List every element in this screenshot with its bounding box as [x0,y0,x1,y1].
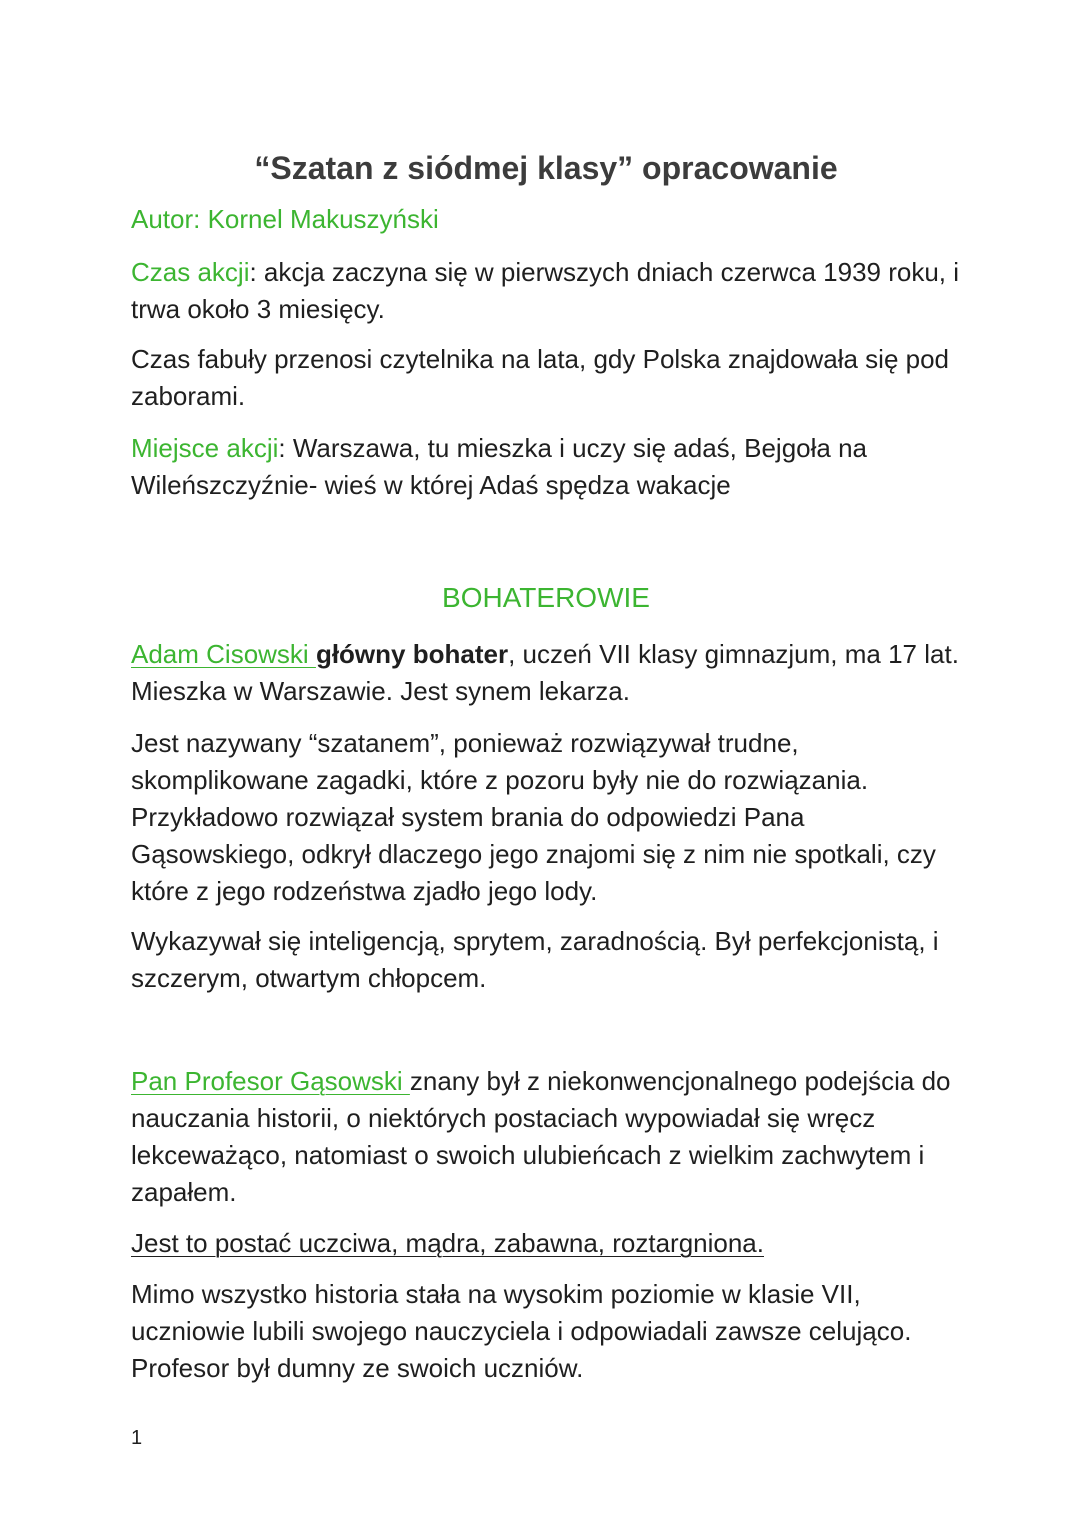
gasowski-traits-line [131,1225,961,1262]
adam-name: Adam Cisowski [131,639,316,669]
characters-heading: BOHATEROWIE [442,582,650,613]
time-text: : akcja zaczyna się w pierwszych dniach czerwca 1939 roku, i trwa około 3 miesięcy. [131,257,960,324]
gasowski-text: znany był z niekonwencjonalnego podejścia do nauczania historii, o niektórych postaciach wypowiadał się wręcz lekceważąco, natomiast o swoich ulubieńcach z wielkim zachwytem i zapałem. [131,1066,951,1207]
adam-role: główny bohater [315,639,509,669]
gasowski-closing: Mimo wszystko historia stała na wysokim poziomie w klasie VII, uczniowie lubili swojego nauczyciela i odpowiadali zawsze celująco. Profesor był dumny ze swoich uczniów. [131,1279,912,1383]
place-text: : Warszawa, tu mieszka i uczy się adaś, Bejgoła na Wileńszczyźnie- wieś w której Adaś spędza wakacje [131,433,867,500]
page-number: 1 [131,1427,143,1449]
time-label: Czas akcji [131,257,250,287]
adam-description: Jest nazywany “szatanem”, ponieważ rozwiązywał trudne, skomplikowane zagadki, które z pozoru były nie do rozwiązania. Przykładowo rozwiązał system brania do odpowiedzi Pana Gąsowskiego, odkrył dlaczego jego znajomi się z nim nie spotkali, czy które z jego rodzeństwa zjadło jego lody. [131,728,936,906]
author-line: Autor: Kornel Makuszyński [131,204,439,234]
place-label: Miejsce akcji [131,433,279,463]
adam-paragraph [131,636,961,710]
plot-time-paragraph: Czas fabuły przenosi czytelnika na lata, gdy Polska znajdowała się pod zaborami. [131,344,950,411]
place-paragraph [131,430,961,504]
time-paragraph [131,254,961,328]
document-title: “Szatan z siódmej klasy” opracowanie [254,150,838,186]
gasowski-traits: Jest to postać uczciwa, mądra, zabawna, roztargniona. [131,1228,764,1258]
adam-traits: Wykazywał się inteligencją, sprytem, zaradnością. Był perfekcjonistą, i szczerym, otwartym chłopcem. [131,926,939,993]
gasowski-paragraph [131,1063,961,1211]
adam-text: , uczeń VII klasy gimnazjum, ma 17 lat. Mieszka w Warszawie. Jest synem lekarza. [131,639,959,706]
gasowski-name: Pan Profesor Gąsowski [131,1066,410,1096]
